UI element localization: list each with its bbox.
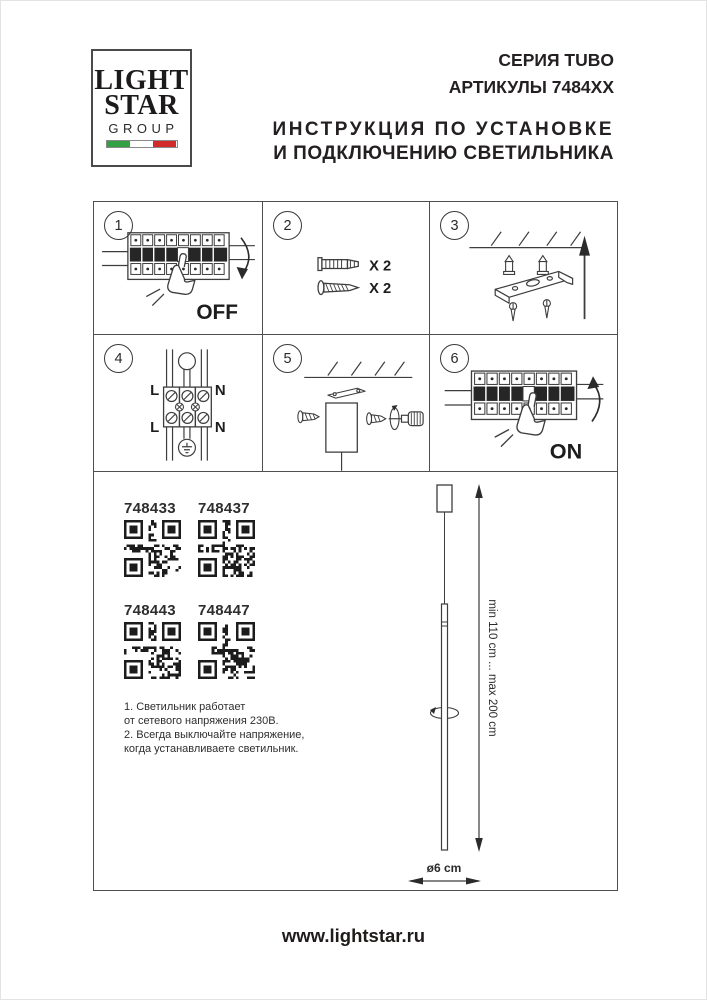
diameter-dimension-label: ø6 cm [426, 861, 462, 875]
step-1-number: 1 [104, 211, 133, 240]
series-block [449, 47, 614, 101]
logo-word-group: GROUP [108, 121, 179, 136]
flag-white [130, 141, 153, 147]
step-6-panel [430, 335, 617, 472]
flag-red [153, 141, 176, 147]
step-5-number: 5 [273, 344, 302, 373]
qr-code [124, 520, 181, 577]
article-number: 748443 [124, 602, 176, 619]
title-line-2: И ПОДКЛЮЧЕНИЮ СВЕТИЛЬНИКА [273, 143, 614, 164]
logo-word-star: STAR [104, 90, 179, 121]
note-line: 1. Светильник работает [124, 701, 246, 713]
page-title [273, 118, 614, 166]
terminal-label-n-top: N [214, 383, 226, 400]
safety-notes [124, 700, 304, 756]
step-5-panel [263, 335, 430, 472]
installation-steps-grid [93, 201, 618, 473]
qr-code [198, 622, 255, 679]
step-3-panel [430, 202, 617, 335]
article-number: 748433 [124, 500, 176, 517]
flag-green [107, 141, 130, 147]
terminal-label-l-top: L [150, 383, 160, 400]
height-dimension-label: min 110 cm ... max 200 cm [486, 599, 498, 737]
terminal-label-n-bottom: N [214, 419, 226, 436]
qr-code [198, 520, 255, 577]
title-line-1: ИНСТРУКЦИЯ ПО УСТАНОВКЕ [272, 119, 614, 140]
website-url: www.lightstar.ru [281, 925, 426, 946]
logo-word-light: LIGHT [94, 65, 189, 96]
lightstar-logo [91, 49, 192, 167]
off-label: OFF [196, 301, 239, 325]
note-line: 2. Всегда выключайте напряжение, [124, 729, 305, 741]
screw-qty-label: X 2 [369, 281, 392, 298]
step-6-number: 6 [440, 344, 469, 373]
pendant-lamp-drawing [392, 480, 602, 890]
articles-title: АРТИКУЛЫ 7484XX [448, 77, 614, 97]
article-number: 748447 [198, 602, 250, 619]
dowel-qty-label: X 2 [369, 258, 392, 275]
note-line: когда устанавливаете светильник. [124, 743, 299, 755]
on-label: ON [549, 438, 583, 464]
step-2-panel [263, 202, 430, 335]
series-title: СЕРИЯ TUBO [498, 50, 614, 70]
step-3-number: 3 [440, 211, 469, 240]
article-number: 748437 [198, 500, 250, 517]
qr-code [124, 622, 181, 679]
step-1-panel [94, 202, 263, 335]
step-4-panel [94, 335, 263, 472]
italian-flag-stripe [106, 140, 178, 148]
terminal-label-l-bottom: L [150, 419, 160, 436]
note-line: от сетевого напряжения 230В. [124, 715, 279, 727]
step-4-number: 4 [104, 344, 133, 373]
step-2-number: 2 [273, 211, 302, 240]
product-info-panel [93, 471, 618, 891]
